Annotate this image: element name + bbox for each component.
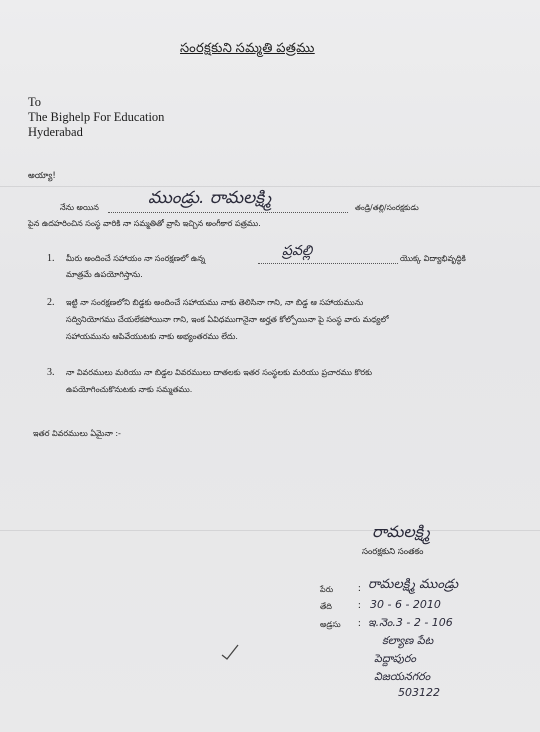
colon: :	[358, 583, 361, 594]
address-line: 503122	[398, 686, 440, 699]
item-1-number: 1.	[47, 253, 55, 264]
item-3-number: 3.	[47, 367, 55, 378]
address-line: ఇ.నెం.3 - 2 - 106	[368, 616, 453, 629]
item-3-line-2: ఉపయోగించుకొనుటకు నాకు సమ్మతము.	[66, 385, 193, 394]
paper-fold-line	[0, 186, 540, 187]
item-2-line-2: సద్వినియోగము చేయలేకపోయినా గాని, ఇంక ఏవిధముగానైనా అర్హత కోల్పోయినా పై సంస్థ వారు మధ్యలో	[66, 315, 389, 324]
item-2-line-1: ఇట్టి నా సంరక్షణలోని బిడ్డకు అందించే సహాయము నాకు తెలిసినా గాని, నా బిడ్డ ఆ సహాయమును	[66, 298, 364, 307]
item-2-line-3: సహాయమును ఆపివేయుటకు నాకు అభ్యంతరము లేదు.	[66, 332, 238, 341]
date-label: తేది	[320, 602, 332, 611]
address-org: The Bighelp For Education	[28, 110, 165, 124]
filled-child-name: ప్రవల్లి	[282, 243, 313, 259]
address-label: అడ్రసు	[320, 620, 341, 629]
salutation: అయ్యా!	[28, 171, 56, 181]
address-city: Hyderabad	[28, 125, 83, 139]
document-title: సంరక్షకుని సమ్మతి పత్రము	[180, 40, 315, 55]
other-details-label: ఇతర వివరములు ఏమైనా :-	[33, 429, 121, 438]
name-value: రామలక్ష్మి ముండ్రు	[368, 577, 459, 592]
date-value: 30 - 6 - 2010	[370, 598, 441, 611]
address-line: పెద్దాపురం	[374, 652, 416, 665]
item-1-line-2: మాత్రమే ఉపయోగిస్తాను.	[66, 270, 143, 279]
name-label: పేరు	[320, 585, 334, 594]
intro-line-2: పైన ఉదహరించిన సంస్థ వారికి నా సమ్మతితో వ్రాసి ఇచ్చిన అంగీకార పత్రము.	[28, 219, 261, 228]
child-fill-line	[258, 263, 398, 264]
guardian-signature: రామలక్ష్మి	[372, 522, 430, 541]
intro-prefix: నేను అయిన	[60, 203, 99, 212]
colon: :	[358, 618, 361, 629]
check-mark-icon	[220, 643, 240, 661]
paper-fold-line	[0, 530, 540, 531]
relation-options: తండ్రి/తల్లి/సంరక్షకుడు	[355, 203, 419, 212]
signature-label: సంరక్షకుని సంతకం	[362, 547, 424, 557]
address-line: కల్యాణ పేట	[382, 634, 434, 647]
item-2-number: 2.	[47, 297, 55, 308]
item-1-line-1: మీరు అందించే సహాయం నా సంరక్షణలో ఉన్న	[66, 254, 206, 263]
item-1-suffix: యొక్క విద్యాభివృద్ధికి	[400, 254, 466, 263]
colon: :	[358, 600, 361, 611]
item-3-line-1: నా వివరములు మరియు నా బిడ్డల వివరములు దాతలకు ఇతర సంస్థలకు మరియు ప్రచారము కొరకు	[66, 368, 373, 377]
filled-guardian-name: ముండ్రు. రామలక్ష్మి	[148, 188, 272, 208]
address-to: To	[28, 95, 42, 109]
address-line: విజయనగరం	[374, 670, 431, 683]
name-fill-line	[108, 212, 348, 213]
